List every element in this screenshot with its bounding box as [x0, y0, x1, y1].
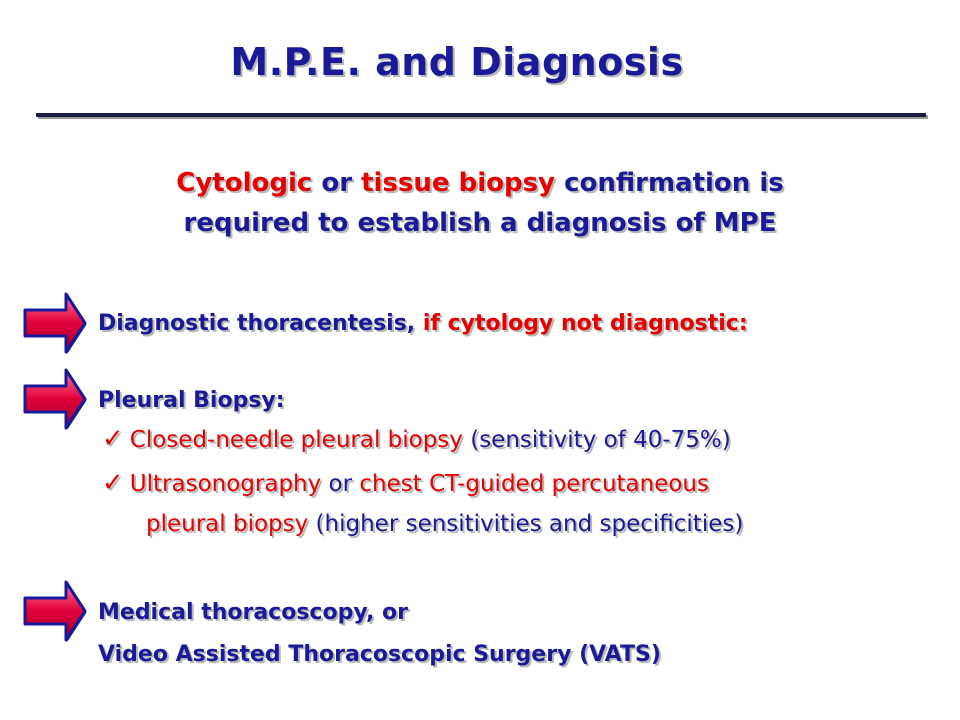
thoracentesis-label: Diagnostic thoracentesis, [98, 311, 416, 336]
thoracentesis-item [98, 311, 748, 336]
intro-cytologic: Cytologic [176, 168, 313, 198]
slide-title: M.P.E. and Diagnosis [230, 40, 684, 84]
thoracentesis-qualifier: if cytology not diagnostic: [415, 311, 748, 336]
ultrasonography: Ultrasonography [129, 471, 322, 497]
intro-line-1 [0, 168, 960, 198]
title-divider [36, 113, 926, 117]
subitem-2-or: or [321, 471, 360, 497]
thoracoscopy-line-2: Video Assisted Thoracoscopic Surgery (VATS) [98, 642, 661, 667]
checkmark-icon: ✓ [102, 468, 124, 498]
thoracoscopy-line-1: Medical thoracoscopy, or [98, 600, 408, 625]
pleural-biopsy-heading: Pleural Biopsy: [98, 388, 285, 413]
intro-line-2: required to establish a diagnosis of MPE [183, 208, 777, 238]
pleural-biopsy-subitem-1 [102, 424, 731, 454]
pleural-biopsy-subitem-2-continued [146, 511, 743, 537]
higher-sensitivity-detail: (higher sensitivities and specificities) [308, 511, 744, 537]
intro-or: or [312, 168, 362, 198]
pleural-biopsy-term: pleural biopsy [146, 511, 309, 537]
closed-needle-biopsy: Closed-needle pleural biopsy [129, 427, 463, 453]
pleural-biopsy-subitem-2 [102, 468, 709, 498]
ct-guided-percutaneous: chest CT-guided percutaneous [359, 471, 709, 497]
red-arrow-icon [22, 368, 88, 430]
sensitivity-detail: (sensitivity of 40-75%) [462, 427, 731, 453]
red-arrow-icon [22, 580, 88, 642]
checkmark-icon: ✓ [102, 424, 124, 454]
red-arrow-icon [22, 292, 88, 354]
intro-confirmation: confirmation is [555, 168, 784, 198]
intro-tissue-biopsy: tissue biopsy [361, 168, 556, 198]
